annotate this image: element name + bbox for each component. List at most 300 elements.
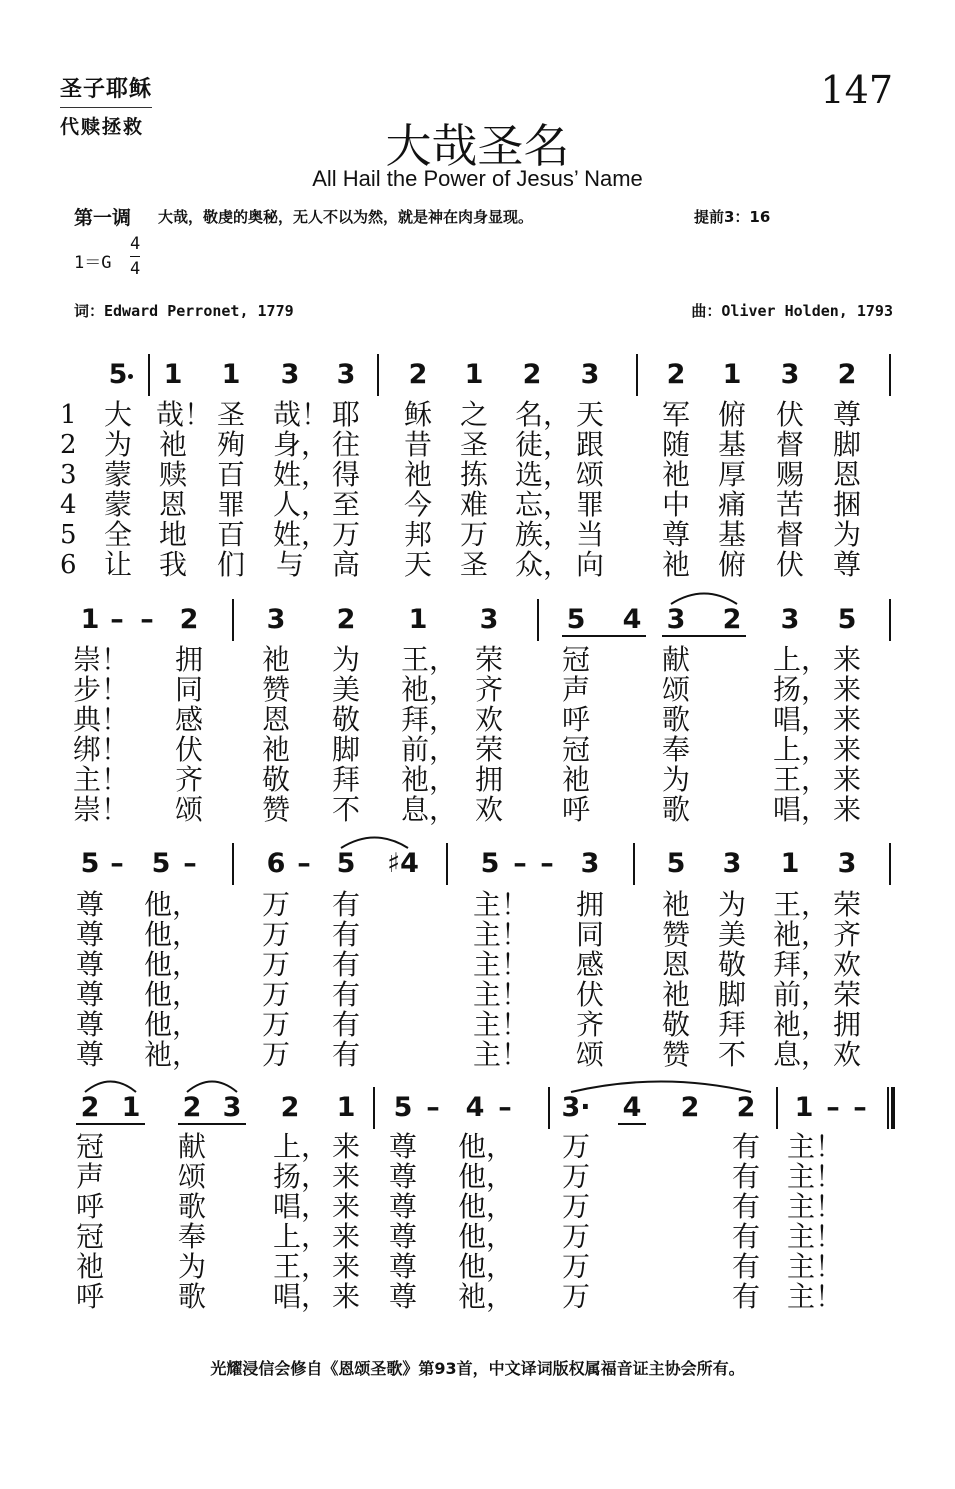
bar-line bbox=[776, 1087, 778, 1129]
lyric-syllable: 同 bbox=[174, 673, 203, 706]
lyric-syllable: 来 bbox=[832, 733, 861, 766]
lyric-syllable: 他， bbox=[144, 1008, 201, 1041]
lyric-syllable: 万 bbox=[561, 1190, 590, 1223]
lyric-syllable: 有 bbox=[331, 1008, 360, 1041]
lyric-syllable: 基 bbox=[717, 518, 746, 551]
melody-note: 5 bbox=[108, 359, 128, 390]
lyric-syllable: 稣 bbox=[403, 398, 432, 431]
lyric-syllable: 尊 bbox=[75, 918, 104, 951]
lyric-syllable: 来 bbox=[832, 643, 861, 676]
melody-note: 5 bbox=[480, 848, 500, 879]
bar-line bbox=[446, 843, 448, 885]
lyric-syllable: 为 bbox=[832, 518, 861, 551]
lyric-syllable: 恩 bbox=[261, 703, 290, 736]
lyric-syllable: 蒙 bbox=[103, 458, 132, 491]
lyric-syllable: 众， bbox=[515, 548, 572, 581]
lyric-syllable: 天 bbox=[403, 548, 432, 581]
melody-note: – bbox=[426, 1092, 440, 1123]
meter-bottom: 4 bbox=[130, 259, 141, 279]
melody-note: 3 bbox=[222, 1092, 242, 1123]
lyric-syllable: 痛 bbox=[717, 488, 746, 521]
lyric-syllable: 督 bbox=[775, 518, 804, 551]
tune-label: 第一调 bbox=[74, 207, 132, 229]
bar-line bbox=[891, 1087, 895, 1129]
melody-note: – bbox=[183, 848, 197, 879]
melody-note: ♯4 bbox=[387, 848, 419, 879]
melody-note: 2 bbox=[280, 1092, 300, 1123]
lyric-syllable: 来 bbox=[331, 1250, 360, 1283]
bar-line bbox=[373, 1087, 375, 1129]
lyric-syllable: 伏 bbox=[174, 733, 203, 766]
lyric-syllable: 主！ bbox=[473, 1008, 530, 1041]
lyric-syllable: 有 bbox=[331, 888, 360, 921]
melody-note: 2 bbox=[722, 604, 742, 635]
lyric-syllable: 荣 bbox=[474, 643, 503, 676]
lyric-syllable: 他， bbox=[144, 888, 201, 921]
lyric-syllable: 地 bbox=[158, 518, 187, 551]
lyric-syllable: 美 bbox=[331, 673, 360, 706]
lyric-syllable: 万 bbox=[261, 1038, 290, 1071]
bar-line bbox=[548, 1087, 550, 1129]
lyric-syllable: 祂 bbox=[661, 458, 690, 491]
lyric-syllable: 基 bbox=[717, 428, 746, 461]
lyric-syllable: 赐 bbox=[775, 458, 804, 491]
lyric-syllable: 姓， bbox=[273, 458, 330, 491]
lyric-syllable: 主！ bbox=[787, 1190, 844, 1223]
lyric-syllable: 姓， bbox=[273, 518, 330, 551]
theme-verse: 大哉，敬虔的奥秘，无人不以为然，就是神在肉身显现。 bbox=[158, 208, 534, 226]
bar-line bbox=[377, 354, 379, 396]
melody-note: 1 bbox=[722, 359, 742, 390]
lyric-syllable: 息， bbox=[401, 793, 458, 826]
lyric-syllable: 敬 bbox=[717, 948, 746, 981]
lyric-syllable: 赞 bbox=[661, 918, 690, 951]
english-title: All Hail the Power of Jesus’ Name bbox=[312, 166, 643, 191]
lyric-syllable: 祂 bbox=[661, 548, 690, 581]
lyric-syllable: 高 bbox=[331, 548, 360, 581]
lyric-syllable: 声 bbox=[75, 1160, 104, 1193]
lyric-syllable: 典！ bbox=[73, 703, 130, 736]
lyric-syllable: 有 bbox=[331, 1038, 360, 1071]
lyric-syllable: 人， bbox=[273, 488, 330, 521]
lyric-syllable: 为 bbox=[103, 428, 132, 461]
lyric-syllable: 万 bbox=[261, 978, 290, 1011]
lyric-syllable: 王， bbox=[773, 763, 830, 796]
lyric-syllable: 赞 bbox=[261, 673, 290, 706]
lyric-syllable: 祂， bbox=[401, 763, 458, 796]
lyric-syllable: 有 bbox=[731, 1160, 760, 1193]
melody-note: 1 bbox=[794, 1092, 814, 1123]
verse-number: 3 bbox=[60, 460, 77, 490]
lyric-syllable: 拜 bbox=[717, 1008, 746, 1041]
lyric-syllable: 哉！ bbox=[156, 398, 213, 431]
lyric-syllable: 主！ bbox=[787, 1280, 844, 1313]
melody-note: 3 bbox=[780, 604, 800, 635]
lyric-syllable: 拥 bbox=[174, 643, 203, 676]
lyric-syllable: 呼 bbox=[75, 1280, 104, 1313]
lyric-syllable: 冠 bbox=[75, 1220, 104, 1253]
lyric-syllable: 至 bbox=[331, 488, 360, 521]
lyric-syllable: 有 bbox=[731, 1250, 760, 1283]
lyric-syllable: 尊 bbox=[388, 1220, 417, 1253]
lyric-syllable: 唱， bbox=[273, 1280, 330, 1313]
lyric-syllable: 欢 bbox=[832, 1038, 861, 1071]
copyright-footer: 光耀浸信会修自《恩颂圣歌》第93首，中文译词版权属福音证主协会所有。 bbox=[210, 1359, 745, 1378]
lyric-syllable: 伏 bbox=[575, 978, 604, 1011]
lyric-syllable: 为 bbox=[717, 888, 746, 921]
lyric-syllable: 来 bbox=[331, 1280, 360, 1313]
lyric-syllable: 军 bbox=[661, 398, 690, 431]
lyric-syllable: 尊 bbox=[388, 1280, 417, 1313]
melody-note: 3 bbox=[580, 359, 600, 390]
lyric-syllable: 苦 bbox=[775, 488, 804, 521]
lyric-syllable: 拜， bbox=[401, 703, 458, 736]
lyric-syllable: 齐 bbox=[575, 1008, 604, 1041]
lyric-syllable: 呼 bbox=[561, 793, 590, 826]
lyric-syllable: 冠 bbox=[75, 1130, 104, 1163]
melody-note: 1 bbox=[163, 359, 183, 390]
lyric-syllable: 主！ bbox=[787, 1160, 844, 1193]
lyric-syllable: 齐 bbox=[174, 763, 203, 796]
melody-note: 1 bbox=[336, 1092, 356, 1123]
lyric-syllable: 献 bbox=[661, 643, 690, 676]
lyric-syllable: 俯 bbox=[717, 548, 746, 581]
lyric-syllable: 祂 bbox=[158, 428, 187, 461]
lyric-syllable: 欢 bbox=[474, 793, 503, 826]
lyric-syllable: 与 bbox=[275, 548, 304, 581]
lyric-syllable: 祂 bbox=[661, 888, 690, 921]
hymn-subcategory: 代赎拯救 bbox=[60, 116, 145, 138]
lyric-syllable: 圣 bbox=[459, 548, 488, 581]
hymn-title: 大哉圣名 bbox=[385, 119, 570, 173]
lyric-syllable: 万 bbox=[331, 518, 360, 551]
music-credit: 曲：Oliver Holden, 1793 bbox=[691, 302, 893, 320]
lyric-syllable: 向 bbox=[575, 548, 604, 581]
lyric-syllable: 尊 bbox=[661, 518, 690, 551]
melody-note: – bbox=[540, 848, 554, 879]
lyric-syllable: 来 bbox=[331, 1190, 360, 1223]
lyric-syllable: 上， bbox=[773, 643, 830, 676]
lyric-syllable: 随 bbox=[661, 428, 690, 461]
eighth-beam bbox=[76, 1123, 145, 1125]
lyric-syllable: 脚 bbox=[832, 428, 861, 461]
lyric-syllable: 息， bbox=[773, 1038, 830, 1071]
lyric-syllable: 荣 bbox=[474, 733, 503, 766]
lyric-syllable: 呼 bbox=[561, 703, 590, 736]
lyric-syllable: 有 bbox=[331, 978, 360, 1011]
bar-line bbox=[889, 354, 891, 396]
lyric-syllable: 奉 bbox=[177, 1220, 206, 1253]
melody-note: 5 bbox=[151, 848, 171, 879]
lyric-syllable: 他， bbox=[458, 1130, 515, 1163]
melody-note: – bbox=[853, 1092, 867, 1123]
lyric-syllable: 忘， bbox=[515, 488, 572, 521]
meter-top: 4 bbox=[130, 232, 140, 257]
lyric-syllable: 督 bbox=[775, 428, 804, 461]
lyric-syllable: 来 bbox=[331, 1220, 360, 1253]
lyric-syllable: 歌 bbox=[661, 793, 690, 826]
lyric-syllable: 哉！ bbox=[273, 398, 330, 431]
melody-note: 3 bbox=[336, 359, 356, 390]
lyric-syllable: 主！ bbox=[473, 888, 530, 921]
lyric-syllable: 万 bbox=[261, 918, 290, 951]
lyric-syllable: 伏 bbox=[775, 398, 804, 431]
lyric-syllable: 全 bbox=[103, 518, 132, 551]
melody-note: 1 bbox=[80, 604, 100, 635]
lyric-syllable: 有 bbox=[331, 948, 360, 981]
lyric-syllable: 尊 bbox=[832, 548, 861, 581]
lyric-syllable: 来 bbox=[832, 763, 861, 796]
lyric-syllable: 来 bbox=[832, 703, 861, 736]
lyric-syllable: 主！ bbox=[473, 1038, 530, 1071]
lyric-syllable: 中 bbox=[661, 488, 690, 521]
lyric-syllable: 不 bbox=[331, 793, 360, 826]
slur-mark bbox=[570, 1077, 752, 1093]
lyric-syllable: 拥 bbox=[474, 763, 503, 796]
melody-note: 2 bbox=[680, 1092, 700, 1123]
melody-note: 1 bbox=[221, 359, 241, 390]
lyric-syllable: 主！ bbox=[473, 918, 530, 951]
slur-mark bbox=[186, 1077, 238, 1093]
lyric-syllable: 欢 bbox=[832, 948, 861, 981]
lyric-syllable: 声 bbox=[561, 673, 590, 706]
melody-note: 3 bbox=[722, 848, 742, 879]
lyric-syllable: 徒， bbox=[515, 428, 572, 461]
lyric-syllable: 颂 bbox=[661, 673, 690, 706]
melody-note: 5 bbox=[393, 1092, 413, 1123]
melody-note: 2 bbox=[336, 604, 356, 635]
lyric-syllable: 不 bbox=[717, 1038, 746, 1071]
lyric-syllable: 主！ bbox=[787, 1220, 844, 1253]
lyric-syllable: 万 bbox=[561, 1130, 590, 1163]
lyric-syllable: 尊 bbox=[75, 1008, 104, 1041]
melody-note: 1 bbox=[464, 359, 484, 390]
lyric-syllable: 冠 bbox=[561, 643, 590, 676]
melody-note: 2 bbox=[182, 1092, 202, 1123]
melody-note: 5 bbox=[837, 604, 857, 635]
melody-note: 2 bbox=[408, 359, 428, 390]
lyric-syllable: 有 bbox=[731, 1280, 760, 1313]
lyric-syllable: 祂， bbox=[773, 918, 830, 951]
lyric-syllable: 恩 bbox=[158, 488, 187, 521]
lyric-syllable: 敬 bbox=[261, 763, 290, 796]
lyric-syllable: 敬 bbox=[661, 1008, 690, 1041]
lyric-syllable: 大 bbox=[103, 398, 132, 431]
lyric-syllable: 他， bbox=[458, 1190, 515, 1223]
lyric-syllable: 他， bbox=[144, 978, 201, 1011]
lyric-syllable: 罪 bbox=[575, 488, 604, 521]
lyric-syllable: 恩 bbox=[832, 458, 861, 491]
melody-note: 1 bbox=[780, 848, 800, 879]
lyric-syllable: 罪 bbox=[216, 488, 245, 521]
lyric-syllable: 主！ bbox=[73, 763, 130, 796]
lyric-syllable: 尊 bbox=[388, 1250, 417, 1283]
lyric-syllable: 尊 bbox=[75, 978, 104, 1011]
melody-note: 6 bbox=[266, 848, 286, 879]
melody-note: – bbox=[513, 848, 527, 879]
melody-note: 2 bbox=[80, 1092, 100, 1123]
lyric-syllable: 齐 bbox=[474, 673, 503, 706]
lyric-syllable: 百 bbox=[216, 518, 245, 551]
lyric-syllable: 他， bbox=[458, 1220, 515, 1253]
melody-note: 2 bbox=[736, 1092, 756, 1123]
lyric-syllable: 敬 bbox=[331, 703, 360, 736]
verse-number: 5 bbox=[60, 520, 77, 550]
melody-note: 4 bbox=[465, 1092, 485, 1123]
lyric-syllable: 身， bbox=[273, 428, 330, 461]
bar-line bbox=[537, 599, 539, 641]
lyric-syllable: 脚 bbox=[717, 978, 746, 1011]
lyric-syllable: 尊 bbox=[75, 1038, 104, 1071]
melody-note: 4 bbox=[622, 604, 642, 635]
melody-note: 2 bbox=[666, 359, 686, 390]
lyric-syllable: 王， bbox=[773, 888, 830, 921]
lyric-syllable: 唱， bbox=[773, 793, 830, 826]
melody-note: – bbox=[110, 848, 124, 879]
bar-line bbox=[232, 843, 234, 885]
lyric-syllable: 耶 bbox=[331, 398, 360, 431]
lyric-syllable: 跟 bbox=[575, 428, 604, 461]
lyric-syllable: 拥 bbox=[575, 888, 604, 921]
melody-note: 5 bbox=[666, 848, 686, 879]
lyric-syllable: 祂 bbox=[75, 1250, 104, 1283]
lyric-syllable: 祂 bbox=[661, 978, 690, 1011]
lyric-syllable: 蒙 bbox=[103, 488, 132, 521]
lyric-syllable: 俯 bbox=[717, 398, 746, 431]
lyric-syllable: 奉 bbox=[661, 733, 690, 766]
bar-line bbox=[887, 1087, 889, 1129]
lyric-syllable: 们 bbox=[216, 548, 245, 581]
lyric-syllable: 齐 bbox=[832, 918, 861, 951]
lyric-syllable: 难 bbox=[459, 488, 488, 521]
lyric-syllable: 得 bbox=[331, 458, 360, 491]
lyric-syllable: 荣 bbox=[832, 888, 861, 921]
hymn-category: 圣子耶稣 bbox=[60, 72, 152, 108]
lyric-syllable: 万 bbox=[261, 888, 290, 921]
lyric-syllable: 他， bbox=[144, 918, 201, 951]
lyric-syllable: 欢 bbox=[474, 703, 503, 736]
verse-number: 6 bbox=[60, 550, 77, 580]
lyric-syllable: 尊 bbox=[75, 888, 104, 921]
bar-line bbox=[889, 599, 891, 641]
lyric-syllable: 他， bbox=[458, 1250, 515, 1283]
lyric-syllable: 今 bbox=[403, 488, 432, 521]
lyric-syllable: 昔 bbox=[403, 428, 432, 461]
melody-note: – bbox=[140, 604, 154, 635]
melody-note: – bbox=[826, 1092, 840, 1123]
lyric-syllable: 赞 bbox=[661, 1038, 690, 1071]
lyric-syllable: 唱， bbox=[273, 1190, 330, 1223]
lyric-syllable: 拜 bbox=[331, 763, 360, 796]
lyric-syllable: 祂 bbox=[261, 643, 290, 676]
lyric-syllable: 尊 bbox=[388, 1190, 417, 1223]
lyric-syllable: 同 bbox=[575, 918, 604, 951]
lyric-syllable: 祂， bbox=[458, 1280, 515, 1313]
verse-number: 1 bbox=[60, 400, 77, 430]
lyric-syllable: 祂 bbox=[561, 763, 590, 796]
slur-mark bbox=[84, 1077, 137, 1093]
lyric-syllable: 唱， bbox=[773, 703, 830, 736]
lyric-syllable: 赞 bbox=[261, 793, 290, 826]
lyric-syllable: 颂 bbox=[575, 458, 604, 491]
lyric-syllable: 荣 bbox=[832, 978, 861, 1011]
lyric-syllable: 万 bbox=[459, 518, 488, 551]
lyric-syllable: 尊 bbox=[75, 948, 104, 981]
bar-line bbox=[889, 843, 891, 885]
lyric-syllable: 为 bbox=[177, 1250, 206, 1283]
melody-note: 1 bbox=[121, 1092, 141, 1123]
melody-note: 2 bbox=[837, 359, 857, 390]
lyric-syllable: 王， bbox=[401, 643, 458, 676]
rhythm-dot bbox=[128, 374, 133, 379]
melody-note: – bbox=[498, 1092, 512, 1123]
lyric-syllable: 万 bbox=[261, 1008, 290, 1041]
lyric-syllable: 拜， bbox=[773, 948, 830, 981]
lyric-syllable: 来 bbox=[832, 793, 861, 826]
lyric-syllable: 颂 bbox=[174, 793, 203, 826]
lyric-syllable: 厚 bbox=[717, 458, 746, 491]
lyric-syllable: 天 bbox=[575, 398, 604, 431]
melody-note: 3 bbox=[479, 604, 499, 635]
lyric-syllable: 万 bbox=[261, 948, 290, 981]
lyric-syllable: 拥 bbox=[832, 1008, 861, 1041]
lyric-syllable: 百 bbox=[216, 458, 245, 491]
lyric-syllable: 感 bbox=[174, 703, 203, 736]
lyric-syllable: 我 bbox=[158, 548, 187, 581]
lyric-syllable: 为 bbox=[661, 763, 690, 796]
lyric-syllable: 扬， bbox=[273, 1160, 330, 1193]
lyric-syllable: 万 bbox=[561, 1250, 590, 1283]
lyric-syllable: 上， bbox=[273, 1130, 330, 1163]
lyric-syllable: 之 bbox=[459, 398, 488, 431]
lyric-syllable: 祂， bbox=[773, 1008, 830, 1041]
lyric-syllable: 尊 bbox=[388, 1130, 417, 1163]
lyric-syllable: 当 bbox=[575, 518, 604, 551]
lyric-syllable: 有 bbox=[731, 1220, 760, 1253]
melody-note: 3 bbox=[266, 604, 286, 635]
lyric-syllable: 赎 bbox=[158, 458, 187, 491]
lyric-syllable: 万 bbox=[561, 1160, 590, 1193]
melody-note: 3 bbox=[837, 848, 857, 879]
scripture-reference: 提前3：16 bbox=[694, 208, 771, 226]
lyric-syllable: 名， bbox=[515, 398, 572, 431]
lyric-syllable: 步！ bbox=[73, 673, 130, 706]
lyric-syllable: 感 bbox=[575, 948, 604, 981]
lyric-syllable: 呼 bbox=[75, 1190, 104, 1223]
melody-note: 3 bbox=[580, 848, 600, 879]
lyric-syllable: 他， bbox=[458, 1160, 515, 1193]
lyric-syllable: 往 bbox=[331, 428, 360, 461]
lyric-syllable: 伏 bbox=[775, 548, 804, 581]
bar-line bbox=[636, 354, 638, 396]
melody-note: 4 bbox=[622, 1092, 642, 1123]
melody-note: 2 bbox=[522, 359, 542, 390]
lyric-syllable: 绑！ bbox=[73, 733, 130, 766]
melody-note: 3 bbox=[280, 359, 300, 390]
lyric-syllable: 扬， bbox=[773, 673, 830, 706]
slur-mark bbox=[670, 589, 738, 605]
melody-note: 5 bbox=[336, 848, 356, 879]
lyric-syllable: 歌 bbox=[177, 1190, 206, 1223]
lyric-syllable: 前， bbox=[773, 978, 830, 1011]
bar-line bbox=[148, 354, 150, 396]
lyric-syllable: 主！ bbox=[787, 1250, 844, 1283]
bar-line bbox=[633, 843, 635, 885]
lyric-syllable: 颂 bbox=[177, 1160, 206, 1193]
eighth-beam bbox=[178, 1123, 246, 1125]
melody-note: 2 bbox=[179, 604, 199, 635]
lyric-syllable: 他， bbox=[144, 948, 201, 981]
